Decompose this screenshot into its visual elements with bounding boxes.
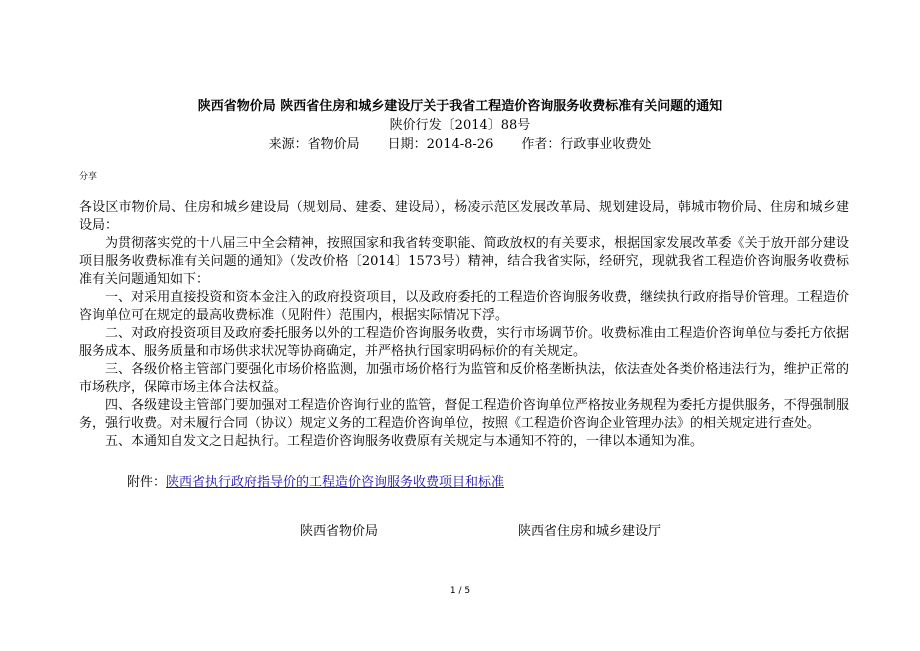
- document-meta: [0, 133, 920, 152]
- author-label: 作者：行政事业收费处: [521, 137, 652, 152]
- attachment-line: [127, 471, 504, 490]
- signer-right: 陕西省住房和城乡建设厅: [518, 524, 662, 539]
- document-body: [79, 199, 849, 451]
- intro-paragraph: 为贯彻落实党的十八届三中全会精神，按照国家和我省转变职能、简政放权的有关要求，根据国家发展改革委《关于放开部分建设项目服务收费标准有关问题的通知》（发改价格〔2014〕1573号）精神，结合我省实际，经研究，现就我省工程造价咨询服务收费标准有关问题通知如下：: [79, 236, 849, 287]
- share-link[interactable]: 分享: [79, 172, 98, 182]
- document-number: 陕价行发〔2014〕88号: [389, 118, 531, 133]
- source-label: 来源：省物价局: [268, 137, 360, 152]
- item-paragraph-1: 一、对采用直接投资和资本金注入的政府投资项目，以及政府委托的工程造价咨询服务收费，继续执行政府指导价管理。工程造价咨询单位可在规定的最高收费标准（见附件）范围内，根据实际情况下浮。: [79, 290, 849, 323]
- item-paragraph-3: 三、各级价格主管部门要强化市场价格监测，加强市场价格行为监管和反价格垄断执法，依法查处各类价格违法行为，维护正常的市场秩序，保障市场主体合法权益。: [79, 362, 849, 395]
- item-paragraph-4: 四、各级建设主管部门要加强对工程造价咨询行业的监管，督促工程造价咨询单位严格按业务规程为委托方提供服务，不得强制服务，强行收费。对未履行合同（协议）规定义务的工程造价咨询单位，按照《工程造价咨询企业管理办法》的相关规定进行查处。: [79, 398, 849, 431]
- attachment-link[interactable]: 陕西省执行政府指导价的工程造价咨询服务收费项目和标准: [166, 475, 505, 490]
- attachment-label: 附件：: [127, 475, 167, 490]
- signer-left: 陕西省物价局: [300, 524, 379, 539]
- item-paragraph-5: 五、本通知自发文之日起执行。工程造价咨询服务收费原有关规定与本通知不符的，一律以本通知为准。: [105, 434, 704, 449]
- document-title: 陕西省物价局 陕西省住房和城乡建设厅关于我省工程造价咨询服务收费标准有关问题的通知: [197, 99, 723, 114]
- page-indicator: 1 / 5: [449, 586, 471, 596]
- addressee-paragraph: 各设区市物价局、住房和城乡建设局（规划局、建委、建设局），杨凌示范区发展改革局、规划建设局，韩城市物价局、住房和城乡建设局：: [79, 200, 849, 233]
- item-paragraph-2: 二、对政府投资项目及政府委托服务以外的工程造价咨询服务收费，实行市场调节价。收费标准由工程造价咨询单位与委托方依据服务成本、服务质量和市场供求状况等协商确定，并严格执行国家明码标价的有关规定。: [79, 326, 849, 359]
- date-label: 日期：2014-8-26: [387, 137, 494, 152]
